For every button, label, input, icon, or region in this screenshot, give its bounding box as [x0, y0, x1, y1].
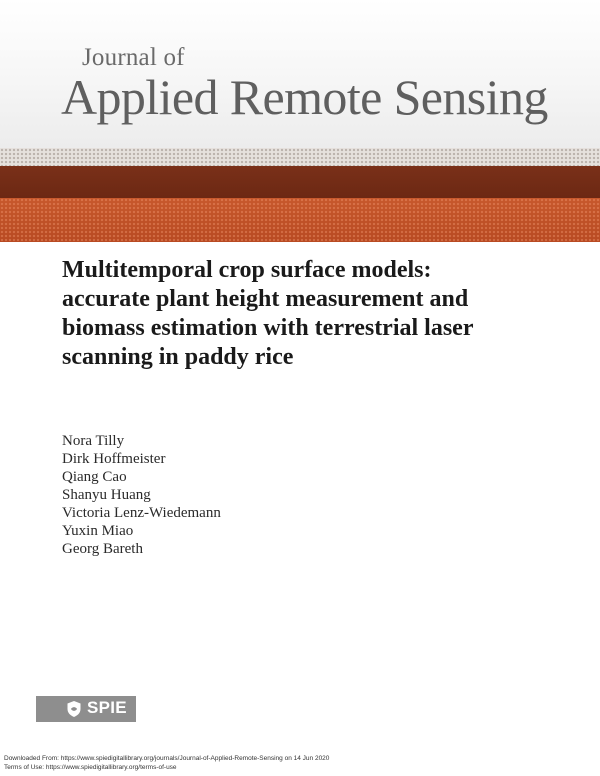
decorative-dark-band [0, 166, 600, 198]
author-name: Shanyu Huang [62, 487, 151, 503]
download-notice: Downloaded From: https://www.spiedigitallibrary.org/journals/Journal-of-Applied-Remote-Sensing on 14 Jun 2020 [4, 755, 330, 762]
author-list [62, 432, 221, 558]
spie-logo-text: SPIE [87, 698, 127, 717]
decorative-orange-band [0, 198, 600, 242]
journal-name: Applied Remote Sensing [61, 69, 548, 125]
terms-of-use-link[interactable]: Terms of Use: https://www.spiedigitallibrary.org/terms-of-use [4, 764, 177, 771]
journal-masthead [0, 0, 600, 148]
author-name: Yuxin Miao [62, 523, 134, 539]
article-title: Multitemporal crop surface models: accurate plant height measurement and biomass estimation with terrestrial laser scanning in paddy rice [62, 257, 474, 370]
journal-of-label: Journal of [82, 44, 185, 71]
download-footer [4, 754, 329, 772]
decorative-dot-band [0, 148, 600, 166]
author-name: Dirk Hoffmeister [62, 451, 166, 467]
author-name: Georg Bareth [62, 541, 143, 557]
author-name: Nora Tilly [62, 433, 125, 449]
author-name: Qiang Cao [62, 469, 127, 485]
spie-logo [36, 696, 136, 722]
shield-icon [66, 700, 82, 718]
author-name: Victoria Lenz-Wiedemann [62, 505, 221, 521]
